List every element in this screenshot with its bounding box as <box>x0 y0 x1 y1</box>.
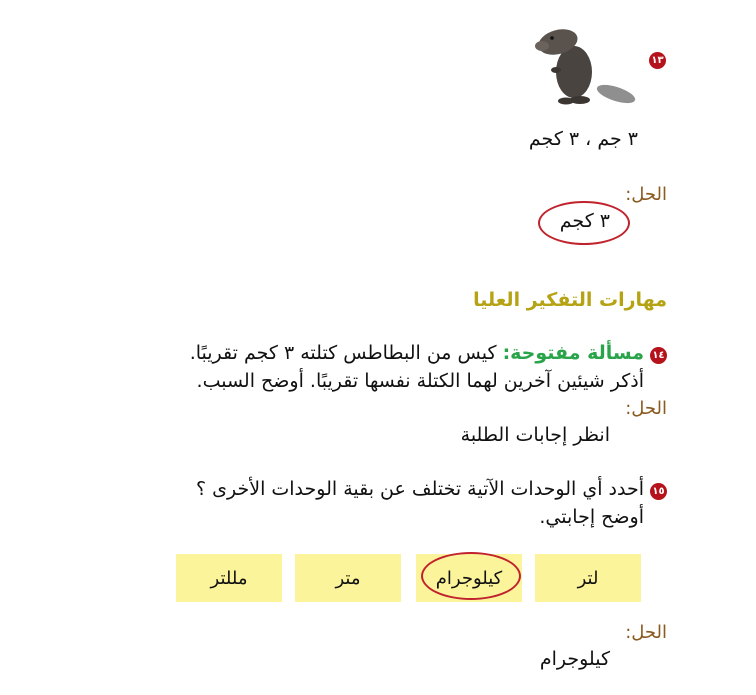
answer-15: كيلوجرام <box>539 648 610 670</box>
question-14-line-1 <box>190 342 644 364</box>
answer-13-circle <box>538 201 630 245</box>
solution-label-15: الحل: <box>625 622 667 643</box>
question-13-options: ٣ جم ، ٣ كجم <box>528 128 638 150</box>
question-number-14: ١٤ <box>650 347 667 364</box>
kilogram-circle <box>421 552 521 600</box>
question-15-line-2: أوضح إجابتي. <box>539 506 644 528</box>
unit-box-liter: لتر <box>535 554 641 602</box>
solution-label-14: الحل: <box>625 398 667 419</box>
question-15-line-1: أحدد أي الوحدات الآتية تختلف عن بقية الوحدات الأخرى ؟ <box>196 478 644 500</box>
question-14-line-2: أذكر شيئين آخرين لهما الكتلة نفسها تقريبًا. أوضح السبب. <box>196 370 644 392</box>
unit-box-milliliter: مللتر <box>176 554 282 602</box>
question-number-15: ١٥ <box>650 483 667 500</box>
unit-box-kilogram: كيلوجرام <box>416 554 522 602</box>
answer-14: انظر إجابات الطلبة <box>460 424 610 446</box>
beaver-image <box>530 24 638 108</box>
unit-box-meter: متر <box>295 554 401 602</box>
solution-label-13: الحل: <box>625 184 667 205</box>
question-14-line-1-text: كيس من البطاطس كتلته ٣ كجم تقريبًا. <box>189 342 503 364</box>
question-number-13: ١٣ <box>649 52 666 69</box>
section-title: مهارات التفكير العليا <box>473 289 667 311</box>
answer-13: ٣ كجم <box>559 210 610 232</box>
open-question-label: مسألة مفتوحة: <box>502 342 644 364</box>
